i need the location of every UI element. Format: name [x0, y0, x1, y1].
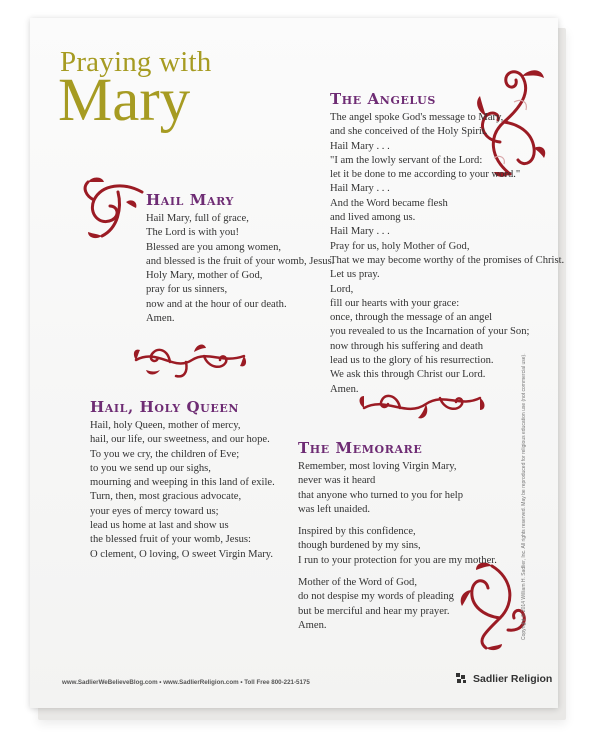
prayer-line: Mother of the Word of God, — [298, 577, 417, 589]
prayer-line: mourning and weeping in this land of exile. — [90, 477, 275, 489]
prayer-line: To you we cry, the children of Eve; — [90, 448, 240, 460]
prayer-line: to you we send up our sighs, — [90, 462, 211, 474]
prayer-line: let it be done to me according to your word." — [330, 169, 521, 181]
paragraph-gap — [298, 568, 497, 576]
heading-angelus: The Angelus — [330, 90, 436, 108]
memorare-text — [298, 460, 497, 633]
heading-hail-holy-queen: Hail, Holy Queen — [90, 398, 239, 416]
swirl-ornament-icon — [130, 334, 250, 384]
paragraph-gap — [298, 517, 497, 525]
hail-mary-text — [146, 212, 334, 326]
prayer-line: The angel spoke God's message to Mary, — [330, 112, 504, 123]
prayer-line: and lived among us. — [330, 212, 416, 224]
prayer-line: Holy Mary, mother of God, — [146, 270, 263, 282]
prayer-line: I run to your protection for you are my mother. — [298, 554, 497, 566]
prayer-line: Amen. — [298, 619, 327, 631]
prayer-line: do not despise my words of pleading — [298, 591, 454, 603]
prayer-line: lead us home at last and show us — [90, 520, 229, 532]
prayer-line: And the Word became flesh — [330, 197, 448, 209]
prayer-line: Hail Mary . . . — [330, 140, 390, 152]
prayer-line: was left unaided. — [298, 503, 371, 515]
copyright-note: Copyright © 2014 William H. Sadlier, Inc. All rights reserved. May be reproduced for religious education use (not commercial use). — [521, 353, 527, 640]
prayer-line: that anyone who turned to you for help — [298, 489, 464, 501]
prayer-line: The Lord is with you! — [146, 227, 239, 239]
prayer-line: pray for us sinners, — [146, 284, 228, 296]
title-line-1: Praying with — [60, 46, 212, 78]
sadlier-logo-icon — [456, 673, 469, 685]
prayer-line: though burdened by my sins, — [298, 540, 421, 552]
prayer-line: Remember, most loving Virgin Mary, — [298, 461, 457, 472]
prayer-line: Blessed are you among women, — [146, 241, 282, 253]
prayer-line: but be merciful and hear my prayer. — [298, 605, 450, 617]
prayer-line: now and at the hour of our death. — [146, 298, 287, 310]
brand-name: Sadlier Religion — [473, 673, 553, 685]
footer-links: www.SadlierWeBelieveBlog.com • www.SadlierReligion.com • Toll Free 800-221-5175 — [62, 679, 310, 686]
prayer-line: Hail, holy Queen, mother of mercy, — [90, 420, 241, 431]
title-line-2: Mary — [58, 67, 191, 134]
brand-logo — [456, 673, 552, 685]
hail-holy-queen-text — [90, 419, 275, 562]
prayer-line: Hail Mary . . . — [330, 226, 390, 238]
prayer-line: never was it heard — [298, 475, 376, 487]
swirl-ornament-icon — [78, 172, 148, 242]
heading-hail-mary: Hail Mary — [146, 191, 235, 209]
prayer-line: Turn, then, most gracious advocate, — [90, 491, 242, 503]
prayer-line: lead us to the glory of his resurrection. — [330, 355, 494, 367]
prayer-line: "I am the lowly servant of the Lord: — [330, 154, 483, 166]
prayer-line: Amen. — [146, 313, 175, 325]
prayer-line: Pray for us, holy Mother of God, — [330, 240, 470, 252]
prayer-line: and blessed is the fruit of your womb, Jesus. — [146, 255, 335, 267]
prayer-line: your eyes of mercy toward us; — [90, 505, 219, 517]
prayer-line: fill our hearts with your grace: — [330, 297, 460, 309]
prayer-line: Hail Mary, full of grace, — [146, 213, 249, 224]
heading-memorare: The Memorare — [298, 439, 423, 457]
prayer-line: O clement, O loving, O sweet Virgin Mary. — [90, 548, 274, 560]
prayer-line: now through his suffering and death — [330, 340, 484, 352]
prayer-line: once, through the message of an angel — [330, 312, 493, 324]
prayer-line: We ask this through Christ our Lord. — [330, 369, 486, 381]
prayer-line: Amen. — [330, 383, 359, 395]
prayer-line: hail, our life, our sweetness, and our hope. — [90, 434, 270, 446]
prayer-line: Let us pray. — [330, 269, 380, 281]
prayer-line: Hail Mary . . . — [330, 183, 390, 195]
prayer-line: That we may become worthy of the promises of Christ. — [330, 254, 565, 266]
prayer-line: Inspired by this confidence, — [298, 526, 416, 538]
prayer-line: you revealed to us the Incarnation of your Son; — [330, 326, 530, 338]
prayer-line: the blessed fruit of your womb, Jesus: — [90, 534, 251, 546]
prayer-line: and she conceived of the Holy Spirit. — [330, 126, 488, 138]
angelus-text — [330, 111, 564, 397]
prayer-line: Lord, — [330, 283, 354, 295]
